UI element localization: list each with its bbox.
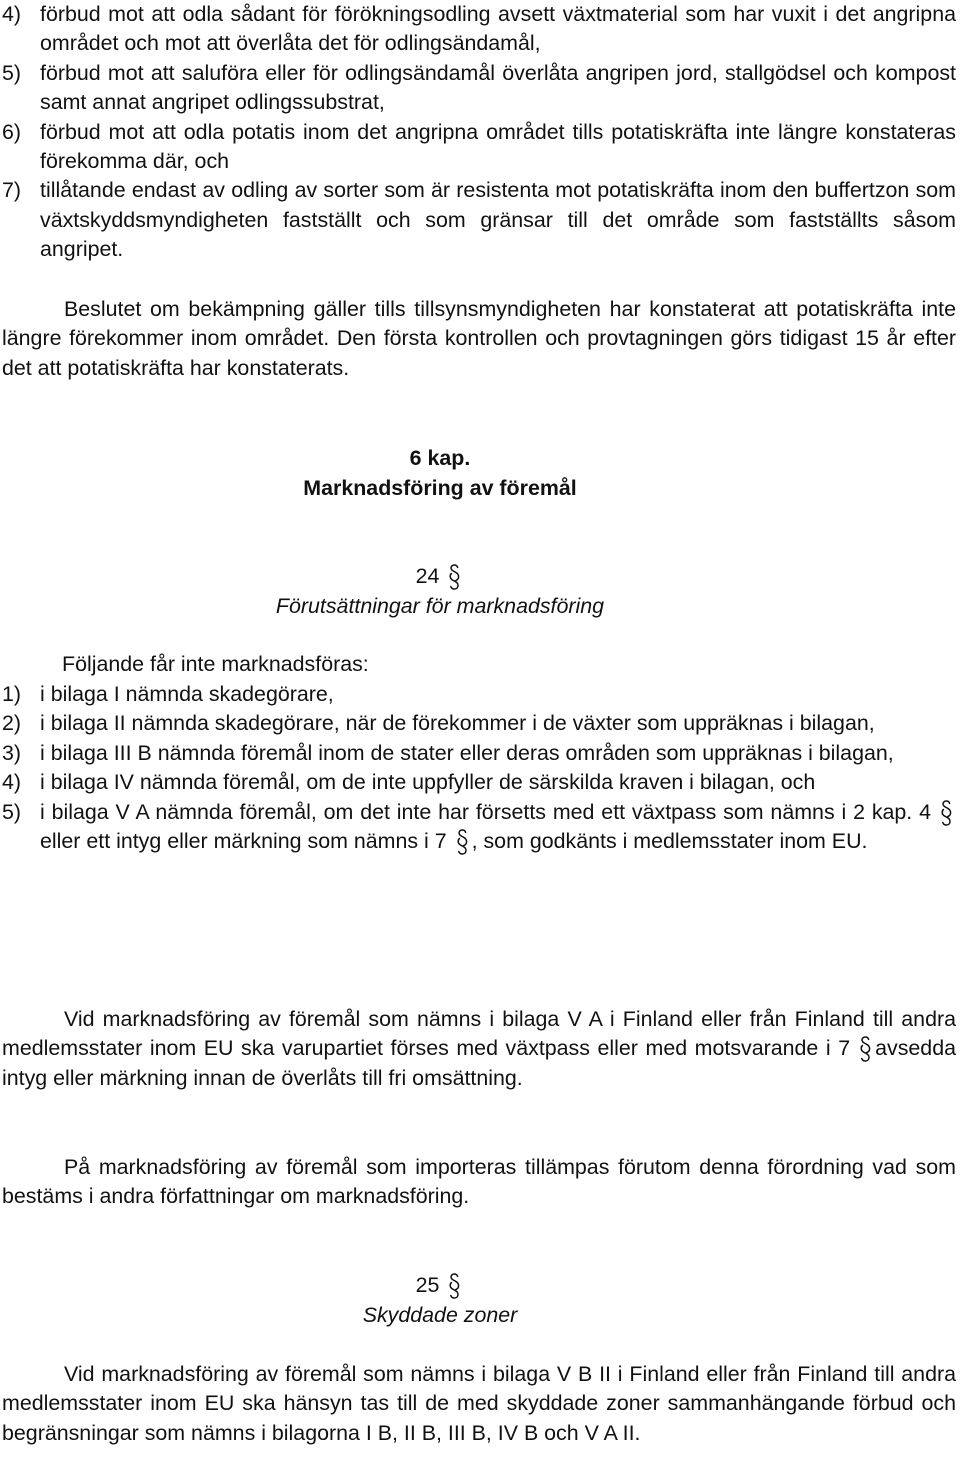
paragraph-import: På marknadsföring av föremål som importeras tillämpas förutom denna förordning vad som bestäms i andra författningar om marknadsföring. xyxy=(2,1155,956,1209)
section-title-25: Skyddade zoner xyxy=(362,1303,518,1327)
section-sign-icon xyxy=(449,1273,460,1299)
list-item-number: 5) xyxy=(2,799,22,824)
list-item-text: förbud mot att odla sådant för förökningsodling avsett växtmaterial som har vuxit i det angripna området och mot att överlåta det för odlingsändamål, xyxy=(40,2,956,56)
paragraph-text-part: Vid marknadsföring av föremål som nämns i bilaga V A i Finland eller från Finland till andra medlemsstater inom EU ska varupartiet förses med växtpass eller med motsvarande i 7 xyxy=(2,1007,956,1061)
list-item-number: 3) xyxy=(2,740,22,765)
list-item-number: 4) xyxy=(2,2,22,26)
list-item xyxy=(2,680,956,709)
list-item-number: 4) xyxy=(2,770,22,795)
list-item-text xyxy=(40,798,956,857)
list-item-text-part: i bilaga V A nämnda föremål, om det inte har försetts med ett växtpass som nämns i 2 kap. 4 xyxy=(40,799,931,824)
chapter-number: 6 kap. xyxy=(409,446,471,470)
list-item-text: förbud mot att saluföra eller för odlingsändamål överlåta angripen jord, stallgödsel och kompost samt annat angripet odlingssubstrat, xyxy=(40,60,956,115)
section-heading-24 xyxy=(0,562,880,591)
list-item-text-part: , som godkänts i medlemsstater inom EU. xyxy=(471,829,868,854)
list-item-text: tillåtande endast av odling av sorter som är resistenta mot potatiskräfta inom den buffertzon som växtskyddsmyndigheten fastställt och som gränsar till det område som fastställts såsom angripet. xyxy=(40,178,956,262)
list-item-number: 7) xyxy=(2,178,22,203)
list-item xyxy=(2,798,956,857)
section-sign-icon xyxy=(449,564,460,590)
list-item-text-part: eller ett intyg eller märkning som nämns i 7 xyxy=(40,829,447,854)
list-item-text: i bilaga III B nämnda föremål inom de stater eller deras områden som uppräknas i bilagan, xyxy=(40,740,894,765)
list-item-number: 5) xyxy=(2,60,22,85)
list-item-text: förbud mot att odla potatis inom det angripna området tills potatiskräfta inte längre konstateras förekomma där, och xyxy=(40,119,956,174)
list-item xyxy=(2,118,956,177)
section-sign-icon xyxy=(941,800,952,826)
section-sign-icon xyxy=(860,1036,871,1062)
section-24-list xyxy=(2,680,956,856)
list-item-text: i bilaga II nämnda skadegörare, när de förekommer i de växter som uppräknas i bilagan, xyxy=(40,711,875,736)
list-item-text: i bilaga IV nämnda föremål, om de inte uppfyller de särskilda kraven i bilagan, och xyxy=(40,770,816,795)
list-item-text: i bilaga I nämnda skadegörare, xyxy=(40,682,334,706)
top-list xyxy=(2,0,956,265)
chapter-title: Marknadsföring av föremål xyxy=(303,476,577,500)
paragraph-text-part: avsedda intyg eller märkning innan de överlåts till fri omsättning. xyxy=(2,1036,956,1090)
paragraph-beslutet: Beslutet om bekämpning gäller tills tillsynsmyndigheten har konstaterat att potatiskräfta inte längre förekommer inom området. Den första kontrollen och provtagningen görs tidigast 15 år efter det att potatiskräfta har konstaterats. xyxy=(2,297,956,380)
paragraph-vid-marknadsforing xyxy=(2,1005,956,1093)
list-item xyxy=(2,59,956,118)
list-item-number: 6) xyxy=(2,119,22,144)
paragraph-skyddade-zoner: Vid marknadsföring av föremål som nämns i bilaga V B II i Finland eller från Finland till andra medlemsstater inom EU ska hänsyn tas till de med skyddade zoner sammanhängande förbud och begränsningar som nämns i bilagorna I B, II B, III B, IV B och V A II. xyxy=(2,1362,956,1445)
section-number: 25 xyxy=(415,1273,440,1297)
section-heading-25 xyxy=(0,1271,880,1300)
list-item-number: 2) xyxy=(2,711,22,736)
list-item xyxy=(2,768,956,797)
list-item xyxy=(2,739,956,768)
section-number: 24 xyxy=(415,564,440,588)
list-item xyxy=(2,709,956,738)
list-item xyxy=(2,176,956,264)
section-title-24: Förutsättningar för marknadsföring xyxy=(275,594,605,618)
section-24-intro: Följande får inte marknadsföras: xyxy=(62,652,369,676)
section-sign-icon xyxy=(457,829,468,855)
list-item xyxy=(2,0,956,59)
list-item-number: 1) xyxy=(2,682,22,706)
